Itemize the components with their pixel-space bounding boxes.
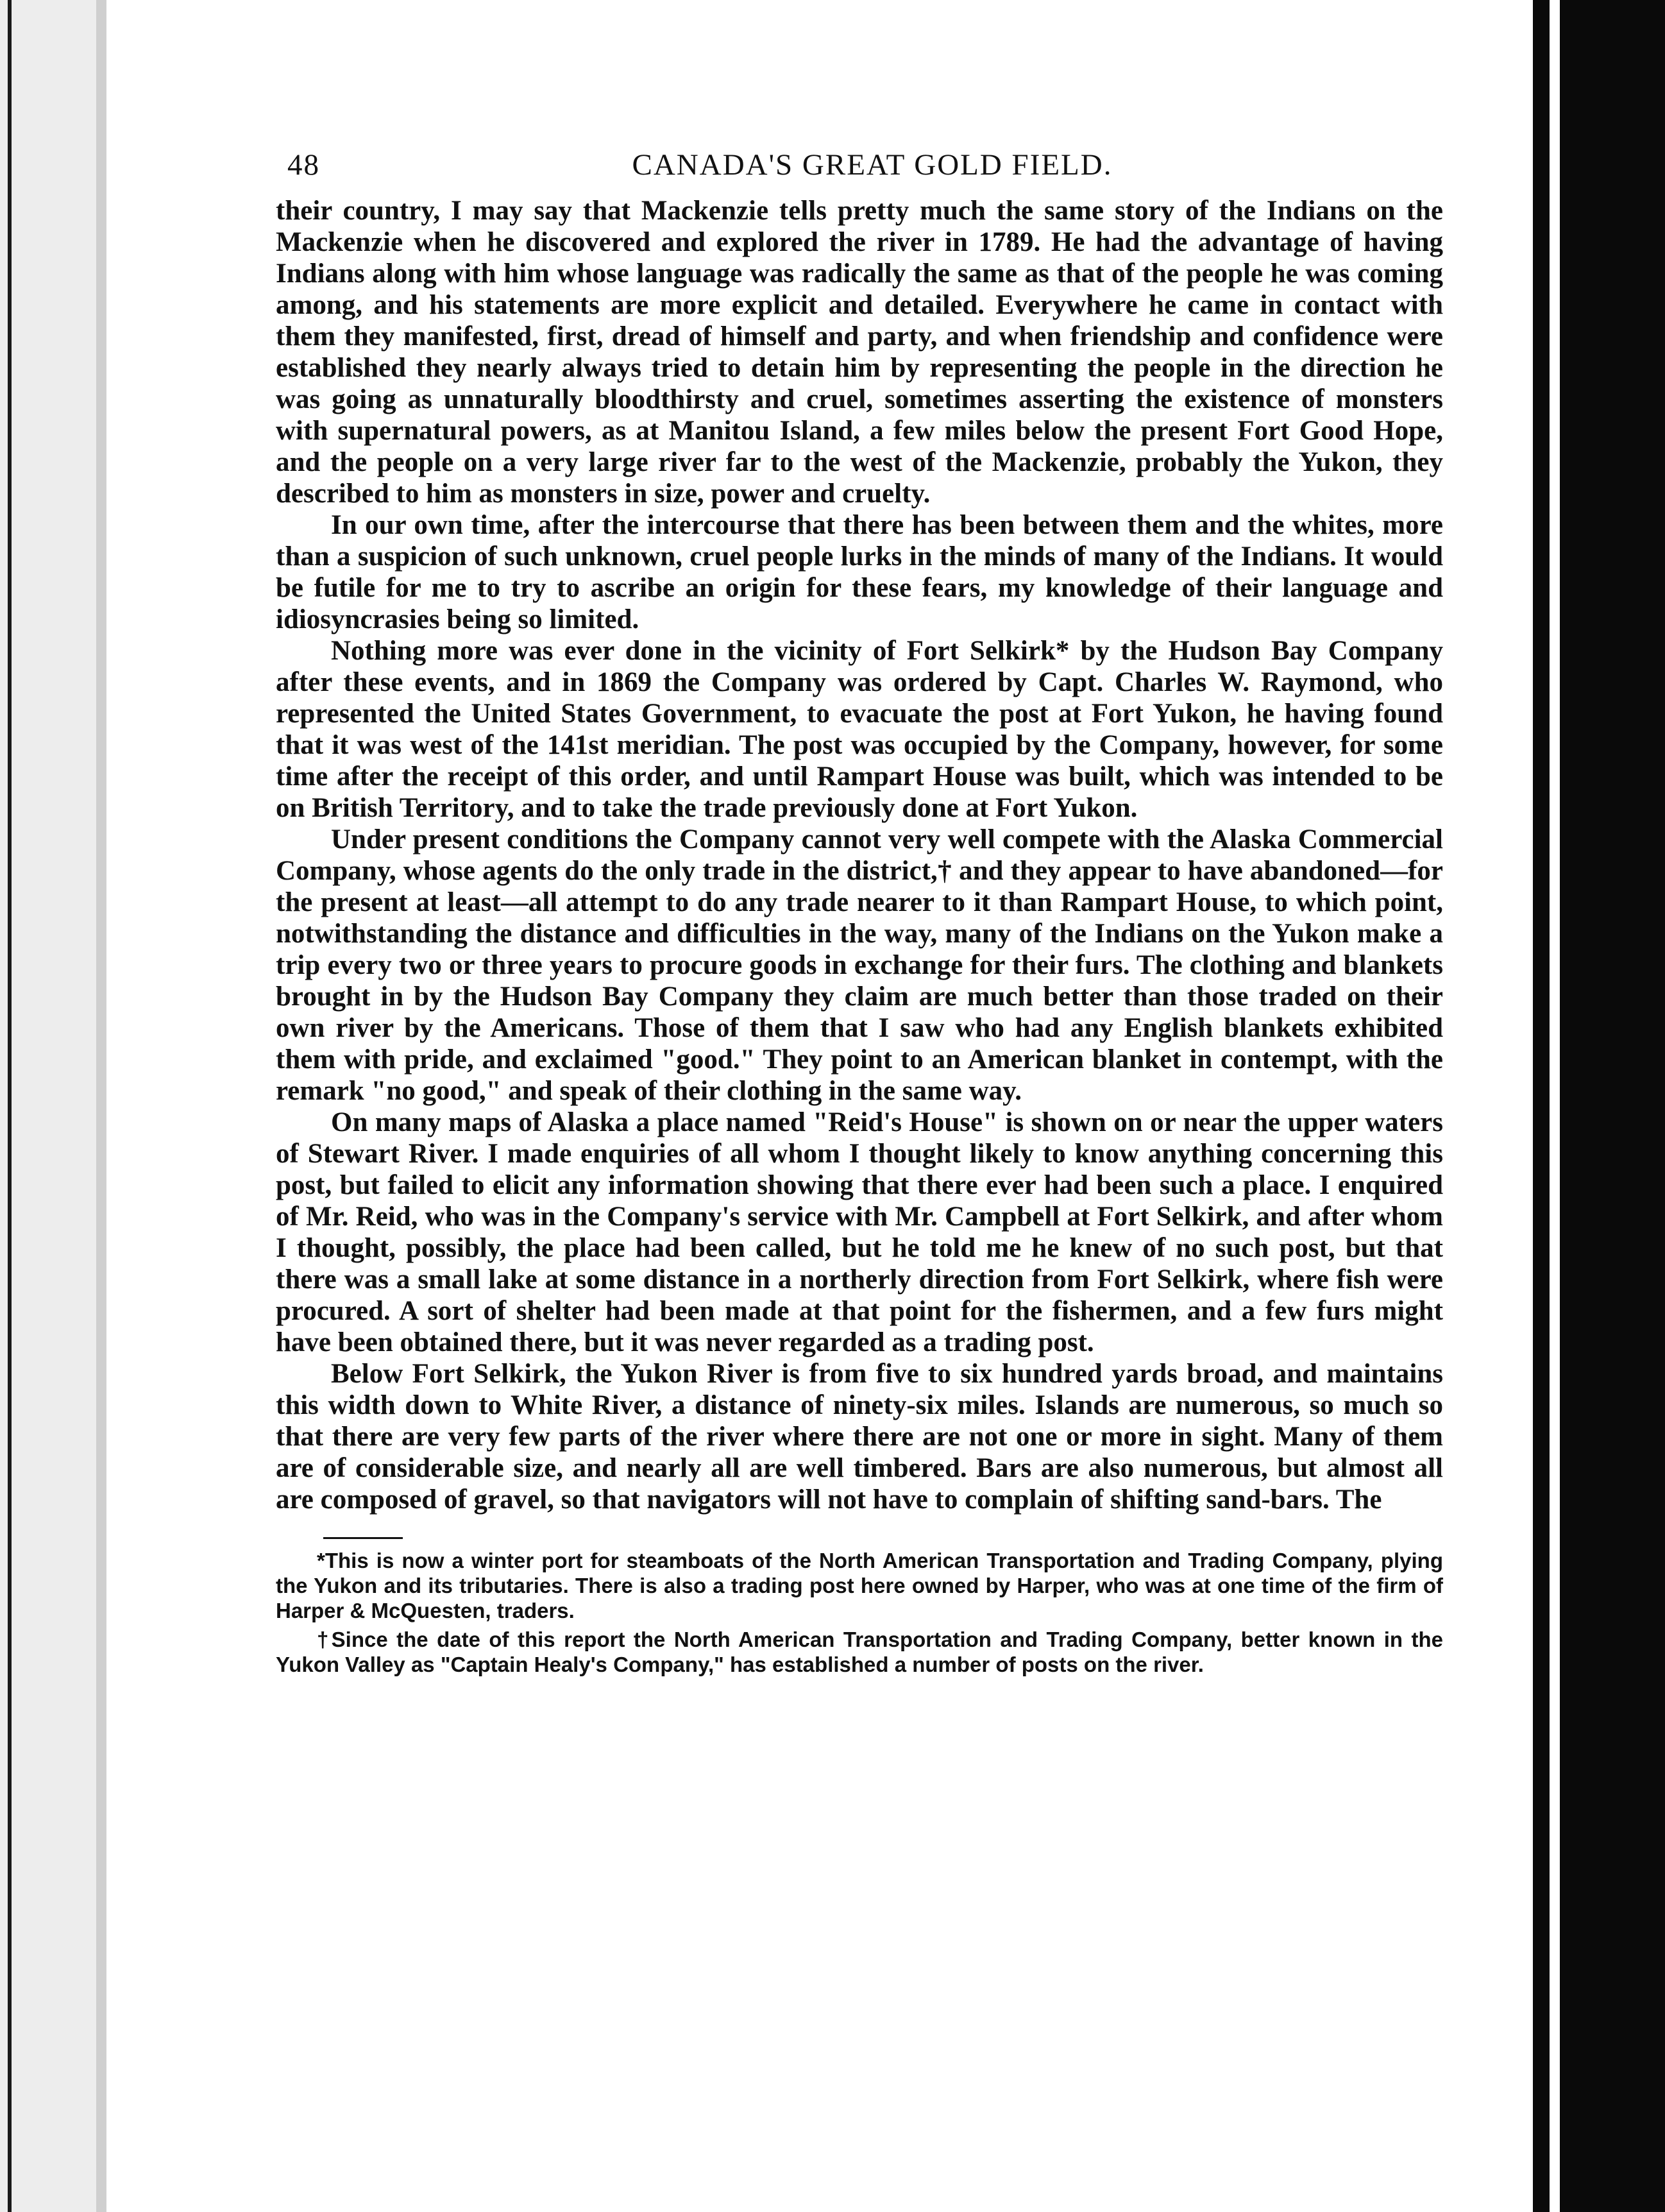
page-number: 48 bbox=[287, 148, 320, 182]
scan-left-margin bbox=[0, 0, 96, 2212]
scan-right-gutter bbox=[1533, 0, 1550, 2212]
footnote: *This is now a winter port for steamboats of the North American Transportation and Trading Company, plying the Yukon and its tributaries. There is also a trading post here owned by Harper, who was at one time of the firm of Harper & McQuesten, traders. bbox=[276, 1549, 1443, 1622]
scan-left-edge bbox=[8, 0, 12, 2212]
scan-right-margin bbox=[1560, 0, 1665, 2212]
page-stack-edge bbox=[96, 0, 106, 2212]
footnote: †Since the date of this report the North American Transportation and Trading Company, better known in the Yukon Valley as "Captain Healy's Company," has established a number of posts on the river. bbox=[276, 1628, 1443, 1676]
footnote-divider bbox=[323, 1537, 403, 1539]
paragraph: their country, I may say that Mackenzie tells pretty much the same story of the Indians on the Mackenzie when he discovered and explored the river in 1789. He had the advantage of having Indians along with him whose language was radically the same as that of the people he was coming among, and his statements are more explicit and detailed. Everywhere he came in contact with them they manifested, first, dread of himself and party, and when friendship and confidence were established they nearly always tried to detain him by representing the people in the direction he was going as unnaturally bloodthirsty and cruel, sometimes asserting the existence of monsters with supernatural powers, as at Manitou Island, a few miles below the present Fort Good Hope, and the people on a very large river far to the west of the Mackenzie, probably the Yukon, they described to him as monsters in size, power and cruelty. bbox=[276, 196, 1443, 509]
book-page bbox=[276, 115, 1443, 2053]
footnotes bbox=[276, 1548, 1443, 1677]
body-text bbox=[276, 195, 1443, 1515]
paragraph: On many maps of Alaska a place named "Reid's House" is shown on or near the upper waters of Stewart River. I made enquiries of all whom I thought likely to know anything concerning this post, but failed to elicit any information showing that there ever had been such a place. I enquired of Mr. Reid, who was in the Company's service with Mr. Campbell at Fort Selkirk, and after whom I thought, possibly, the place had been called, but he told me he knew of no such post, but that there was a small lake at some distance in a northerly direction from Fort Selkirk, where fish were procured. A sort of shelter had been made at that point for the fishermen, and a few furs might have been obtained there, but it was never regarded as a trading post. bbox=[276, 1107, 1443, 1357]
paragraph: Below Fort Selkirk, the Yukon River is from five to six hundred yards broad, and maintains this width down to White River, a distance of ninety-six miles. Islands are numerous, so much so that there are very few parts of the river where there are not one or more in sight. Many of them are of considerable size, and nearly all are well timbered. Bars are also numerous, but almost all are composed of gravel, so that navigators will not have to complain of shifting sand-bars. The bbox=[276, 1359, 1443, 1515]
paragraph: Under present conditions the Company cannot very well compete with the Alaska Commercial Company, whose agents do the only trade in the district,† and they appear to have abandoned—for the present at least—all attempt to do any trade nearer to it than Rampart House, to which point, notwithstanding the distance and difficulties in the way, many of the Indians on the Yukon make a trip every two or three years to procure goods in exchange for their furs. The clothing and blankets brought in by the Hudson Bay Company they claim are much better than those traded on their own river by the Americans. Those of them that I saw who had any English blankets exhibited them with pride, and exclaimed "good." They point to an American blanket in contempt, with the remark "no good," and speak of their clothing in the same way. bbox=[276, 824, 1443, 1106]
paragraph: Nothing more was ever done in the vicinity of Fort Selkirk* by the Hudson Bay Company after these events, and in 1869 the Company was ordered by Capt. Charles W. Raymond, who represented the United States Government, to evacuate the post at Fort Yukon, he having found that it was west of the 141st meridian. The post was occupied by the Company, however, for some time after the receipt of this order, and until Rampart House was built, which was intended to be on British Territory, and to take the trade previously done at Fort Yukon. bbox=[276, 636, 1443, 823]
paragraph: In our own time, after the intercourse that there has been between them and the whites, more than a suspicion of such unknown, cruel people lurks in the minds of many of the Indians. It would be futile for me to try to ascribe an origin for these fears, my knowledge of their language and idiosyncrasies being so limited. bbox=[276, 510, 1443, 634]
running-title: CANADA'S GREAT GOLD FIELD. bbox=[632, 148, 1113, 182]
page-header bbox=[276, 115, 1443, 192]
